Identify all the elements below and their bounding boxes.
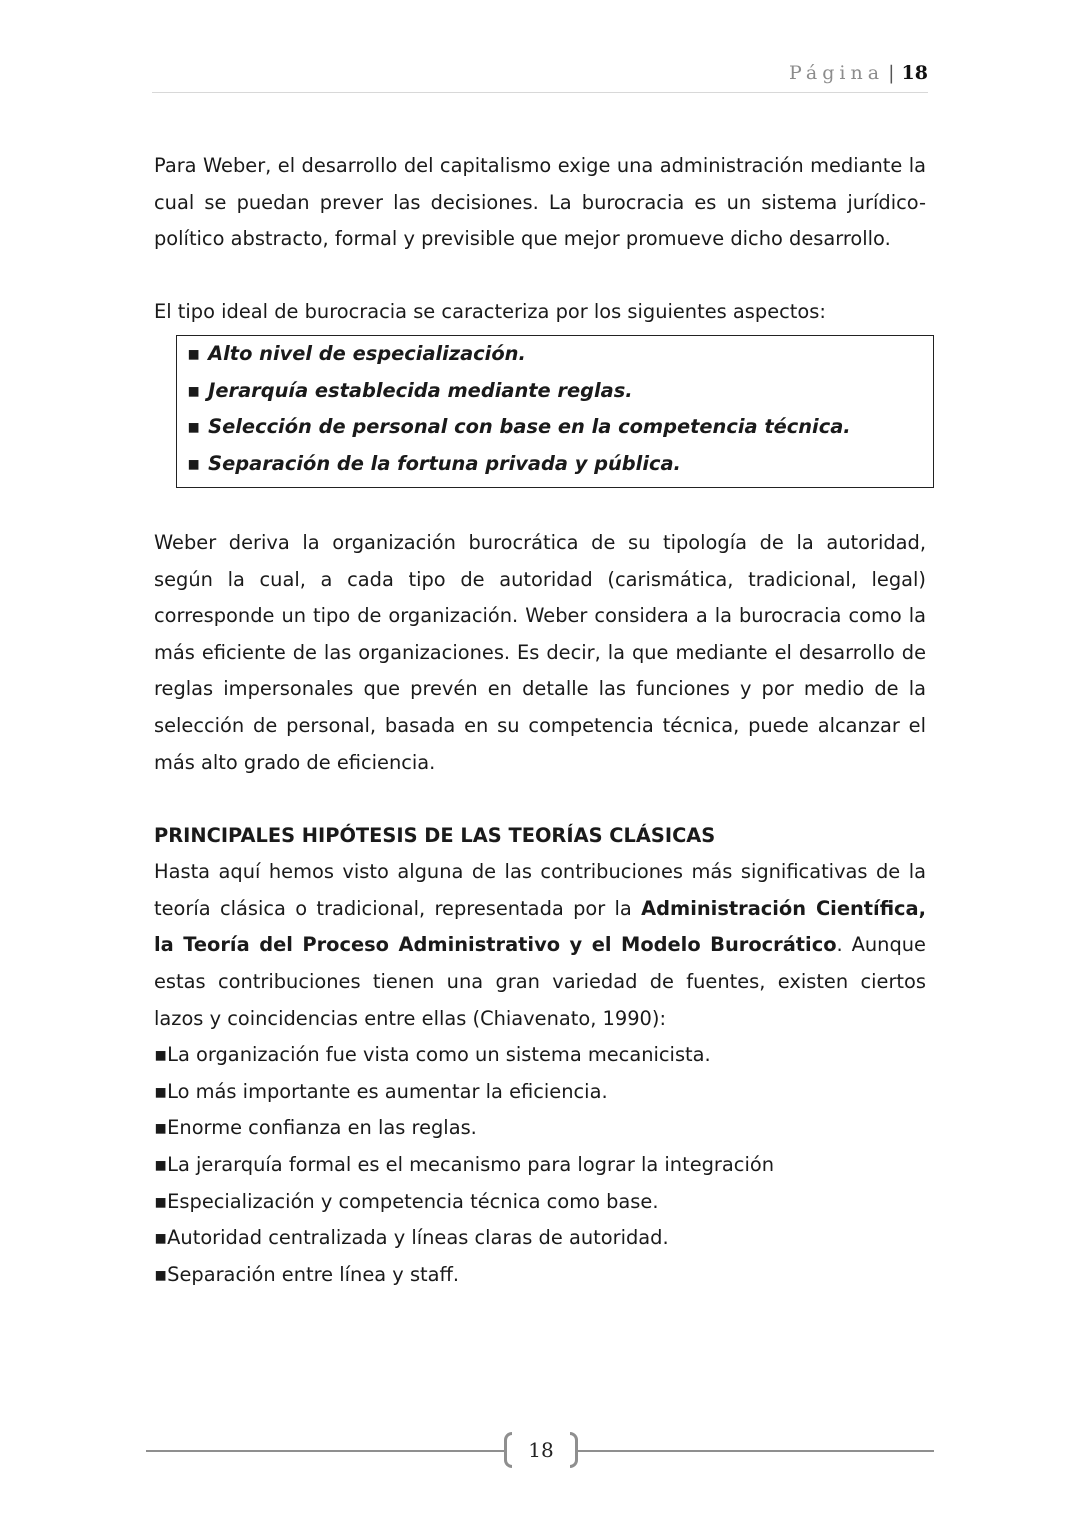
bullet-icon: ▪: [187, 415, 201, 439]
paragraph-classical-intro: Hasta aquí hemos visto alguna de las contribuciones más significativas de la teoría clásica o tradicional, representada por la Administración Científica, la Teoría del Proceso Administrativo y el Modelo Burocrático. Aunque estas contribuciones tienen una gran variedad de fuentes, existen ciertos lazos y coincidencias entre ellas (Chiavenato, 1990):: [154, 860, 927, 1030]
bullet-icon: ▪: [187, 451, 201, 475]
list-item: ▪Separación entre línea y staff.: [154, 1262, 460, 1286]
list-item: ▪La jerarquía formal es el mecanismo para lograr la integración: [154, 1153, 774, 1177]
bold-theories: Administración Científica, la Teoría del Proceso Administrativo y el Modelo Burocrático: [154, 896, 927, 957]
bullet-icon: ▪: [154, 1079, 168, 1103]
bureaucracy-aspects-box: [176, 335, 934, 488]
hypotheses-list: [154, 1037, 926, 1293]
list-item: ▪La organización fue vista como un sistema mecanicista.: [154, 1043, 711, 1067]
list-item: ▪Autoridad centralizada y líneas claras de autoridad.: [154, 1226, 669, 1250]
paragraph-weber-authority: Weber deriva la organización burocrática de su tipología de la autoridad, según la cual, a cada tipo de autoridad (carismática, tradicional, legal) corresponde un tipo de organización. Weber considera a la burocracia como la más eficiente de las organizaciones. Es decir, la que mediante el desarrollo de reglas impersonales que prevén en detalle las funciones y por medio de la selección de personal, basada en su competencia técnica, puede alcanzar el más alto grado de eficiencia.: [154, 530, 926, 774]
list-item: ▪Especialización y competencia técnica como base.: [154, 1189, 659, 1213]
aspect-item: ▪ Separación de la fortuna privada y pública.: [187, 451, 681, 475]
bullet-icon: ▪: [187, 378, 201, 402]
list-item: ▪Lo más importante es aumentar la eficiencia.: [154, 1079, 608, 1103]
paragraph-weber-capitalism: Para Weber, el desarrollo del capitalismo exige una administración mediante la cual se puedan prever las decisiones. La burocracia es un sistema jurídico-político abstracto, formal y previsible que mejor promueve dicho desarrollo.: [154, 154, 926, 251]
paragraph-ideal-type-intro: El tipo ideal de burocracia se caracteriza por los siguientes aspectos:: [154, 300, 826, 324]
aspect-item: ▪ Jerarquía establecida mediante reglas.: [187, 378, 633, 402]
page-header: [152, 62, 928, 93]
bullet-icon: ▪: [154, 1262, 168, 1286]
footer-rule-right: [576, 1450, 934, 1452]
bullet-icon: ▪: [154, 1153, 168, 1177]
aspect-item: ▪ Selección de personal con base en la competencia técnica.: [187, 415, 851, 439]
section-heading: PRINCIPALES HIPÓTESIS DE LAS TEORÍAS CLÁSICAS: [154, 823, 716, 847]
bullet-icon: ▪: [154, 1116, 168, 1140]
header-separator: |: [888, 62, 895, 84]
footer-page-number: [500, 1430, 582, 1474]
header-page-number: 18: [901, 62, 928, 84]
footer-rule-left: [146, 1450, 506, 1452]
list-item: ▪Enorme confianza en las reglas.: [154, 1116, 477, 1140]
bullet-icon: ▪: [154, 1226, 168, 1250]
bullet-icon: ▪: [187, 341, 201, 365]
bullet-icon: ▪: [154, 1043, 168, 1067]
page-content: [154, 148, 926, 1293]
footer-page-number-text: 18: [528, 1438, 554, 1462]
bullet-icon: ▪: [154, 1189, 168, 1213]
header-label: Página: [788, 62, 885, 84]
aspect-item: ▪ Alto nivel de especialización.: [187, 341, 526, 365]
